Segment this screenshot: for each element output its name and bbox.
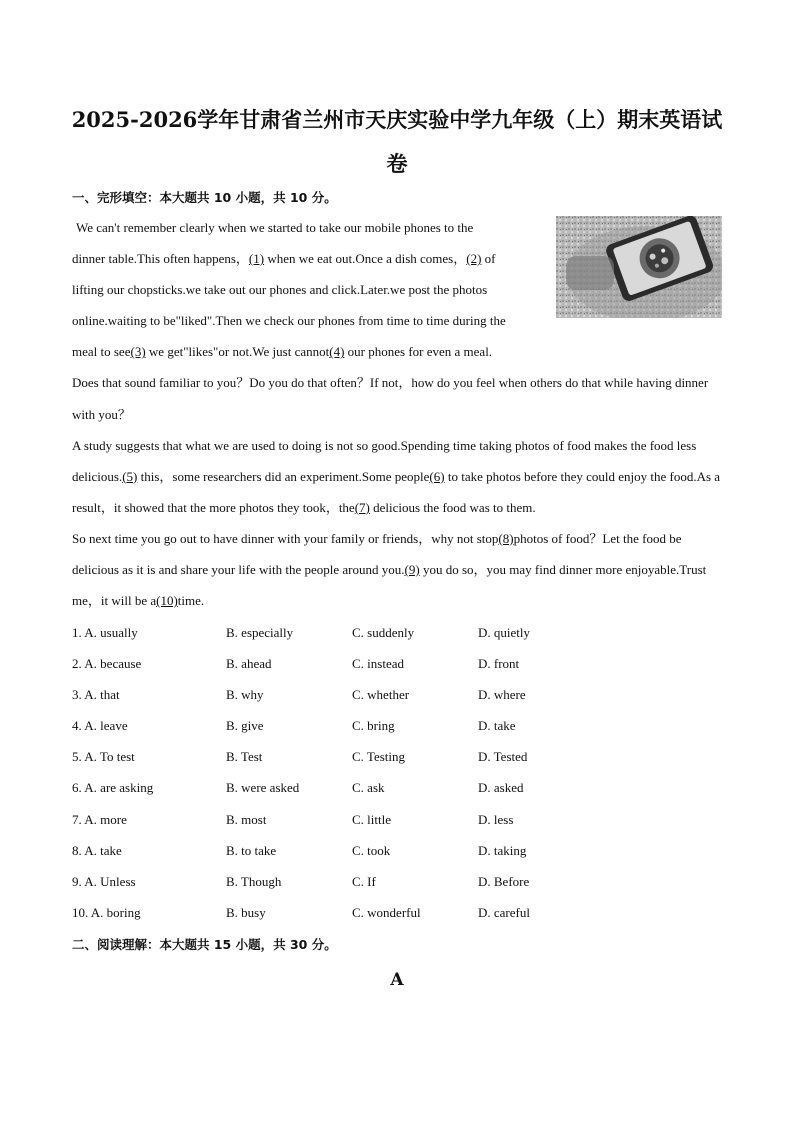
passage-text: when we eat out.Once a dish comes，	[264, 251, 467, 267]
option-d: D. Before	[478, 873, 530, 889]
option-a: 8. A. take	[72, 842, 122, 858]
passage-paragraph	[72, 430, 727, 523]
title-line-1: 2025-2026学年甘肃省兰州市天庆实验中学九年级（上）期末英语试	[71, 107, 723, 132]
option-b: B. to take	[226, 842, 277, 858]
passage-text: to take photos before they could enjoy the food.As a result，it showed that the more photos they took，the	[72, 468, 721, 515]
blank-4: (4)	[329, 344, 345, 360]
blank-1: (1)	[248, 251, 265, 267]
blank-2: (2)	[466, 251, 482, 267]
option-d: D. asked	[478, 780, 524, 796]
passage-text: time.	[177, 593, 205, 609]
option-c: C. whether	[352, 687, 410, 703]
question-row	[72, 648, 732, 679]
option-b: B. why	[226, 687, 264, 703]
passage-text: So next time you go out to have dinner with your family or friends，why not stop	[72, 530, 499, 546]
question-row	[72, 835, 732, 866]
section-heading-cloze: 一、完形填空：本大题共 10 小题，共 10 分。	[72, 190, 337, 205]
option-a: 1. A. usually	[72, 625, 138, 640]
blank-8: (8)	[498, 530, 514, 546]
passage-label-a: A	[390, 970, 404, 990]
blank-5: (5)	[122, 468, 138, 484]
option-d: D. quietly	[478, 625, 530, 640]
passage-text: We can't remember clearly when we started to take our mobile phones to the	[76, 220, 474, 235]
passage-text: dinner table.This often happens，	[72, 251, 249, 267]
option-a: 4. A. leave	[72, 718, 128, 734]
passage-line	[72, 212, 548, 243]
option-d: D. Tested	[478, 749, 528, 765]
blank-9: (9)	[404, 562, 420, 578]
title-line-2: 卷	[386, 151, 408, 176]
exam-title	[60, 98, 734, 186]
question-row	[72, 804, 732, 835]
answer-options	[72, 617, 732, 928]
passage-text: delicious the food was to them.	[369, 499, 536, 515]
option-d: D. taking	[478, 842, 527, 858]
passage-line	[72, 305, 544, 336]
blank-10: (10)	[156, 593, 178, 609]
option-b: B. give	[226, 718, 264, 734]
option-d: D. less	[478, 811, 514, 827]
option-a: 5. A. To test	[72, 749, 135, 765]
question-row	[72, 617, 732, 648]
option-c: C. instead	[352, 656, 404, 672]
passage-text: our phones for even a meal.	[344, 344, 493, 360]
passage-text: of	[481, 251, 496, 267]
option-b: B. most	[226, 811, 267, 827]
passage-text: this，some researchers did an experiment.Some people	[137, 468, 430, 484]
passage-text: you do so，you may find dinner more enjoyable.Trust me，it will be a	[72, 562, 707, 609]
passage-text: lifting our chopsticks.we take out our phones and click.Later.we post the photos	[72, 282, 488, 298]
option-b: B. were asked	[226, 780, 300, 796]
option-d: D. where	[478, 687, 526, 703]
option-c: C. bring	[352, 718, 395, 734]
question-row	[72, 772, 732, 803]
option-b: B. busy	[226, 904, 266, 920]
question-row	[72, 710, 732, 741]
passage-paragraph	[72, 523, 727, 616]
option-c: C. ask	[352, 780, 385, 796]
section-heading-reading: 二、阅读理解：本大题共 15 小题，共 30 分。	[72, 937, 337, 952]
blank-6: (6)	[429, 468, 445, 484]
passage-text: we get"likes"or not.We just cannot	[145, 344, 330, 360]
option-d: D. careful	[478, 904, 530, 920]
option-c: C. suddenly	[352, 625, 415, 640]
question-row	[72, 679, 732, 710]
passage-line	[72, 243, 544, 274]
option-c: C. wonderful	[352, 904, 421, 920]
blank-3: (3)	[130, 344, 146, 360]
option-c: C. little	[352, 811, 391, 827]
option-c: C. Testing	[352, 749, 406, 765]
option-a: 2. A. because	[72, 656, 142, 672]
option-c: C. If	[352, 873, 376, 889]
option-b: B. Though	[226, 873, 282, 889]
question-row	[72, 897, 732, 928]
option-a: 9. A. Unless	[72, 873, 136, 889]
passage-text: photos of food？Let the food be delicious as it is and share your life with the people around you.	[72, 530, 682, 578]
passage-text: Does that sound familiar to you？Do you do that often？If not，how do you feel when others do that while having dinner with you？	[72, 375, 709, 422]
passage-text: A study suggests that what we are used to doing is not so good.Spending time taking photos of food makes the food less delicious.	[72, 437, 697, 484]
passage-text: meal to see	[72, 344, 131, 360]
option-d: D. front	[478, 656, 520, 672]
passage-text: online.waiting to be"liked".Then we check our phones from time to time during the	[72, 313, 506, 329]
blank-7: (7)	[354, 499, 370, 515]
option-a: 6. A. are asking	[72, 780, 154, 796]
question-row	[72, 866, 732, 897]
option-c: C. took	[352, 842, 391, 858]
passage-line	[72, 336, 544, 367]
option-b: B. ahead	[226, 656, 272, 672]
option-b: B. Test	[226, 749, 263, 765]
cloze-passage	[72, 212, 727, 616]
passage-paragraph	[72, 367, 727, 429]
option-a: 7. A. more	[72, 811, 127, 827]
option-d: D. take	[478, 718, 516, 734]
option-a: 3. A. that	[72, 687, 120, 703]
option-b: B. especially	[226, 625, 294, 640]
question-row	[72, 741, 732, 772]
passage-line	[72, 274, 544, 305]
option-a: 10. A. boring	[72, 904, 141, 920]
